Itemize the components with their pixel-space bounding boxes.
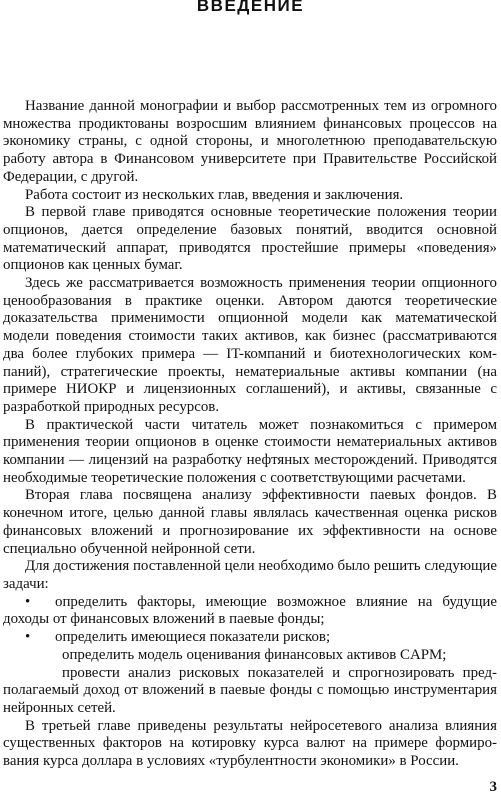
paragraph: В третьей главе приведены результаты нейросетевого анализа влияния существенных факторов на котировку курса валют на примере формирования курса доллара в условиях «турбулентности экономики» в России.	[3, 717, 497, 770]
page-number: 3	[489, 779, 497, 795]
paragraph: Название данной монографии и выбор рассмотренных тем из огромного множества продиктованы возросшим влиянием финансовых процессов на экономику страны, с одной стороны, и многолетнюю преподавательскую работу автора в Финансовом университете при Правительстве Российской Федерации, с другой.	[3, 98, 497, 185]
bullet-icon: •	[25, 629, 31, 646]
paragraph: В практической части читатель может познакомиться с примером применения теории опционов в оценке стоимости нематериальных активов компании — лицензий на разработку нефтяных месторождений. Приводятся необходимые теоретические положения с соответствующими расчетами.	[3, 416, 497, 486]
paragraph: Здесь же рассматривается возможность применения теории опционного ценообразования в практике оценки. Автором даются теоретические доказательства применимости опционной модели как математической модели поведения стоимости таких активов, как бизнес (рассматриваются два более глубоких примера — IT-компаний и биотехнологических компаний), стратегические проекты, нематериальные активы компании (на примере НИОКР и лицензионных соглашений), и активы, связанные с разработкой природных ресурсов.	[3, 275, 497, 415]
page-title: ВВЕДЕНИЕ	[196, 0, 305, 15]
main-text	[3, 98, 497, 771]
task-list-item: провести анализ рисковых показателей и спрогнозировать предполагаемый доход от вложений в паевые фонды с помощью инструментария нейронных сетей.	[3, 664, 497, 716]
task-text: определить факторы, имеющие возможное влияние на будущие доходы от финансовых вложений в паевые фонды;	[3, 593, 497, 628]
task-text: определить имеющиеся показатели рисков;	[55, 629, 331, 646]
paragraph: Для достижения поставленной цели необходимо было решить следующие задачи:	[3, 558, 497, 592]
paragraph: В первой главе приводятся основные теоретические положения теории опционов, дается определение базовых понятий, вводится основной математический аппарат, приводятся простейшие примеры «поведения» опционов как ценных бумаг.	[3, 204, 497, 274]
task-list-item	[3, 629, 497, 647]
bullet-icon: •	[25, 593, 31, 610]
task-list-item: определить модель оценивания финансовых активов CAPM;	[62, 646, 447, 663]
paragraph: Работа состоит из нескольких глав, введения и заключения.	[25, 186, 404, 203]
task-list-item	[3, 594, 497, 629]
paragraph: Вторая глава посвящена анализу эффективности паевых фондов. В конечном итоге, целью данной главы являлась качественная оценка рисков финансовых вложений и прогнозирование их эффективности на основе специально обученной нейронной сети.	[3, 487, 497, 557]
